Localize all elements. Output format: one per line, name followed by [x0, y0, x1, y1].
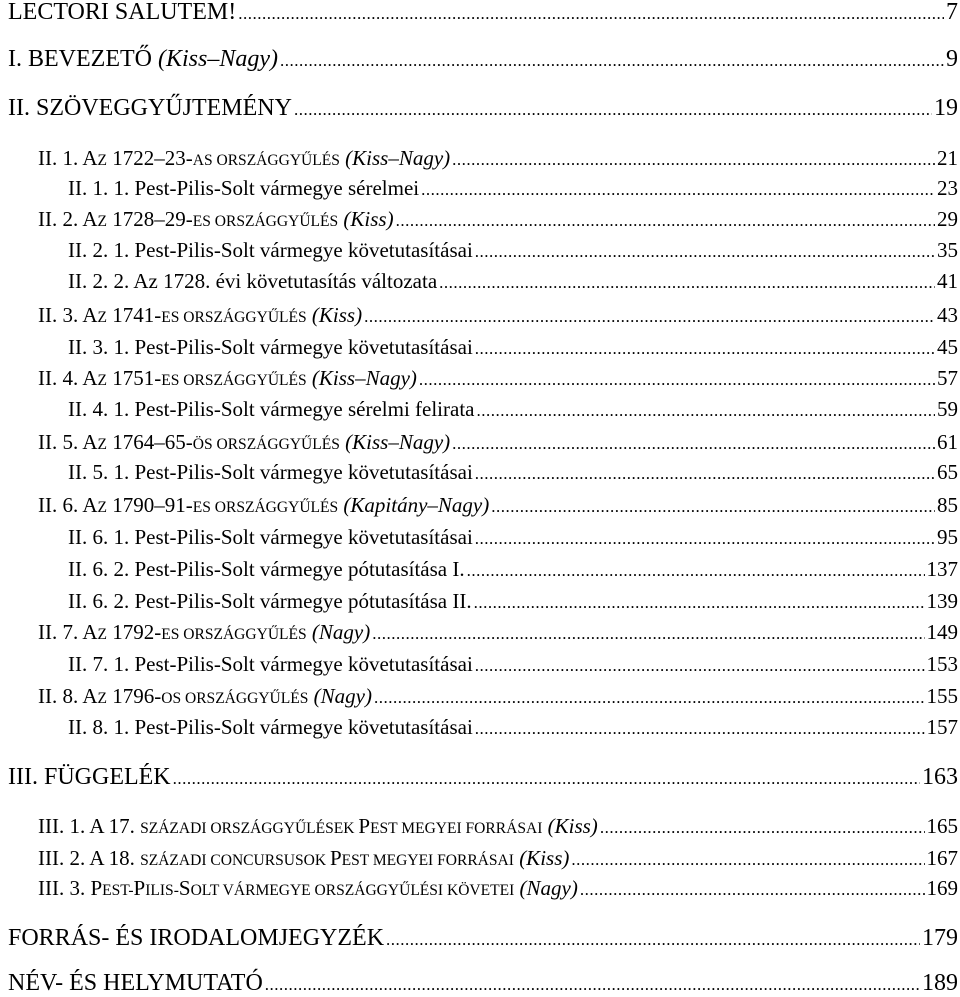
dot-leader [238, 5, 944, 22]
toc-entry-subsection[interactable] [68, 527, 958, 548]
toc-label: II. 2. AZ 1728–29-ES ORSZÁGGYŰLÉS (Kiss) [38, 207, 394, 231]
toc-entry-appendix[interactable] [38, 816, 958, 837]
toc-entry-section[interactable] [38, 432, 958, 453]
toc-entry-section[interactable] [38, 495, 958, 516]
dot-leader [173, 770, 920, 787]
toc-label: III. 1. A 17. SZÁZADI ORSZÁGGYŰLÉSEK PEST MEGYEI FORRÁSAI (Kiss) [38, 814, 598, 838]
dot-leader [396, 212, 935, 229]
toc-entry-szoveggyujtemeny[interactable] [8, 96, 958, 120]
toc-label: II. 4. 1. Pest-Pilis-Solt vármegye sérelmi felirata [68, 397, 475, 421]
dot-leader [364, 308, 935, 325]
toc-page-number: 167 [926, 846, 958, 870]
toc-entry-section[interactable] [38, 305, 958, 326]
toc-entry-lectori-salutem[interactable] [8, 0, 958, 24]
toc-entry-appendix[interactable] [38, 878, 958, 899]
toc-author: (Kiss) [343, 207, 394, 231]
toc-author: (Kiss) [311, 303, 363, 327]
toc-page-number: 163 [922, 764, 958, 790]
toc-page-number: 7 [946, 0, 958, 25]
toc-entry-subsection[interactable] [68, 178, 958, 199]
dot-leader [467, 562, 925, 579]
toc-label: II. 4. AZ 1751-ES ORSZÁGGYŰLÉS (Kiss–Nagy) [38, 366, 417, 390]
toc-author: (Nagy) [519, 876, 578, 900]
toc-page-number: 189 [922, 970, 958, 996]
toc-label: II. 2. 1. Pest-Pilis-Solt vármegye követutasításai [68, 238, 473, 262]
toc-entry-section[interactable] [38, 622, 958, 643]
toc-page-number: 137 [926, 557, 958, 581]
toc-page-number: 29 [937, 207, 958, 231]
dot-leader [475, 720, 925, 737]
dot-leader [294, 101, 932, 118]
toc-page-number: 9 [946, 46, 958, 72]
toc-entry-nevmutato[interactable] [8, 971, 958, 995]
toc-label: II. 3. 1. Pest-Pilis-Solt vármegye követutasításai [68, 335, 473, 359]
toc-author: (Kiss–Nagy) [311, 366, 417, 390]
toc-label: II. 1. AZ 1722–23-AS ORSZÁGGYŰLÉS (Kiss–Nagy) [38, 146, 451, 170]
toc-page-number: 165 [926, 814, 958, 838]
toc-author: (Nagy) [313, 684, 372, 708]
toc-page-number: 57 [937, 366, 958, 390]
toc-label: III. 3. PEST-PILIS-SOLT VÁRMEGYE ORSZÁGGYŰLÉSI KÖVETEI (Nagy) [38, 876, 578, 900]
toc-label: I. BEVEZETŐ (Kiss–Nagy) [8, 46, 278, 72]
dot-leader [474, 594, 925, 611]
toc-author: (Kapitány–Nagy) [343, 493, 490, 517]
dot-leader [600, 819, 925, 836]
dot-leader [421, 181, 935, 198]
toc-entry-subsection[interactable] [68, 462, 958, 483]
toc-label: LECTORI SALUTEM! [8, 0, 237, 25]
toc-page-number: 43 [937, 303, 958, 327]
toc-page-number: 139 [926, 589, 958, 613]
toc-label: II. 6. 1. Pest-Pilis-Solt vármegye követutasításai [68, 525, 473, 549]
toc-entry-subsection[interactable] [68, 271, 958, 292]
dot-leader [475, 530, 935, 547]
toc-author: (Kiss–Nagy) [345, 430, 451, 454]
toc-page-number: 61 [937, 430, 958, 454]
toc-label: II. 7. AZ 1792-ES ORSZÁGGYŰLÉS (Nagy) [38, 620, 371, 644]
toc-page-number: 157 [926, 715, 958, 739]
toc-page-number: 85 [937, 493, 958, 517]
dot-leader [452, 435, 935, 452]
toc-page-number: 19 [934, 95, 958, 121]
toc-page-number: 41 [937, 269, 958, 293]
dot-leader [439, 274, 935, 291]
toc-entry-section[interactable] [38, 368, 958, 389]
dot-leader [475, 243, 935, 260]
toc-page-number: 149 [926, 620, 958, 644]
dot-leader [475, 340, 935, 357]
toc-page-number: 21 [937, 146, 958, 170]
toc-entry-section[interactable] [38, 148, 958, 169]
dot-leader [265, 976, 920, 993]
toc-page-number: 59 [937, 397, 958, 421]
dot-leader [452, 151, 935, 168]
toc-label: II. 6. 2. Pest-Pilis-Solt vármegye pótutasítása II. [68, 589, 472, 613]
toc-page-number: 95 [937, 525, 958, 549]
dot-leader [475, 657, 925, 674]
toc-label: II. SZÖVEGGYŰJTEMÉNY [8, 95, 292, 121]
dot-leader [475, 465, 935, 482]
dot-leader [580, 881, 925, 898]
toc-entry-subsection[interactable] [68, 240, 958, 261]
toc-entry-forras[interactable] [8, 926, 958, 950]
toc-author: (Kiss) [519, 846, 570, 870]
toc-entry-subsection[interactable] [68, 717, 958, 738]
toc-label: II. 5. AZ 1764–65-ÖS ORSZÁGGYŰLÉS (Kiss–Nagy) [38, 430, 451, 454]
toc-label: II. 6. 2. Pest-Pilis-Solt vármegye pótutasítása I. [68, 557, 465, 581]
toc-author: (Kiss–Nagy) [157, 46, 278, 72]
toc-page-number: 153 [926, 652, 958, 676]
toc-entry-section[interactable] [38, 209, 958, 230]
toc-entry-subsection[interactable] [68, 399, 958, 420]
toc-entry-bevezeto[interactable] [8, 47, 958, 71]
toc-page-number: 179 [922, 925, 958, 951]
toc-author: (Kiss) [547, 814, 598, 838]
toc-label: II. 6. AZ 1790–91-ES ORSZÁGGYŰLÉS (Kapitány–Nagy) [38, 493, 490, 517]
toc-entry-subsection[interactable] [68, 337, 958, 358]
dot-leader [372, 625, 924, 642]
toc-label: FORRÁS- ÉS IRODALOMJEGYZÉK [8, 925, 385, 951]
dot-leader [419, 371, 935, 388]
toc-page-number: 155 [926, 684, 958, 708]
dot-leader [477, 402, 936, 419]
toc-author: (Kiss–Nagy) [345, 146, 451, 170]
toc-label: II. 8. AZ 1796-OS ORSZÁGGYŰLÉS (Nagy) [38, 684, 372, 708]
toc-entry-fuggelek[interactable] [8, 765, 958, 789]
toc-label: II. 5. 1. Pest-Pilis-Solt vármegye követutasításai [68, 460, 473, 484]
dot-leader [374, 689, 925, 706]
toc-label: III. FÜGGELÉK [8, 764, 171, 790]
dot-leader [571, 851, 924, 868]
toc-label: II. 8. 1. Pest-Pilis-Solt vármegye követutasításai [68, 715, 473, 739]
toc-entry-subsection[interactable] [68, 559, 958, 580]
toc-label: NÉV- ÉS HELYMUTATÓ [8, 970, 263, 996]
toc-page-number: 65 [937, 460, 958, 484]
dot-leader [491, 498, 935, 515]
toc-entry-appendix[interactable] [38, 848, 958, 869]
toc-entry-section[interactable] [38, 686, 958, 707]
toc-label: II. 1. 1. Pest-Pilis-Solt vármegye sérelmei [68, 176, 420, 200]
dot-leader [386, 931, 920, 948]
toc-page-number: 35 [937, 238, 958, 262]
toc-page-number: 169 [926, 876, 958, 900]
toc-page-number: 23 [937, 176, 958, 200]
toc-entry-subsection[interactable] [68, 591, 958, 612]
toc-label: II. 7. 1. Pest-Pilis-Solt vármegye követutasításai [68, 652, 473, 676]
toc-label: II. 3. AZ 1741-ES ORSZÁGGYŰLÉS (Kiss) [38, 303, 363, 327]
toc-entry-subsection[interactable] [68, 654, 958, 675]
toc-label: III. 2. A 18. SZÁZADI CONCURSUSOK PEST MEGYEI FORRÁSAI (Kiss) [38, 846, 570, 870]
toc-page-number: 45 [937, 335, 958, 359]
dot-leader [280, 52, 944, 69]
toc-label: II. 2. 2. Az 1728. évi követutasítás változata [68, 269, 438, 293]
toc-author: (Nagy) [311, 620, 371, 644]
